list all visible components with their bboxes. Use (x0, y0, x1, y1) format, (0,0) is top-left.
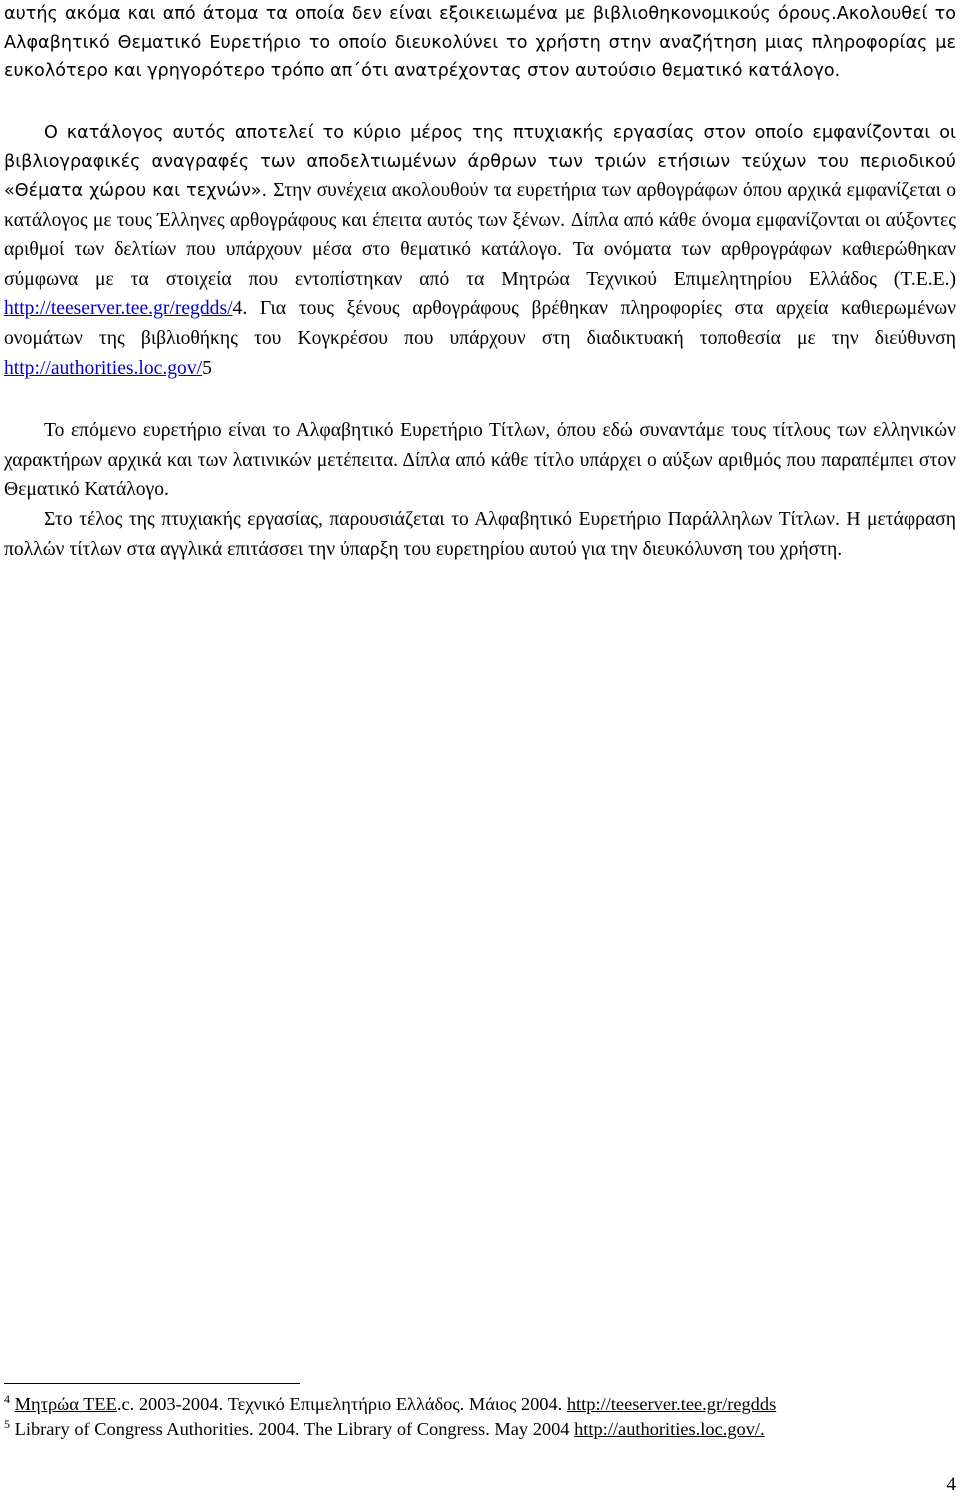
loc-authorities-link[interactable]: http://authorities.loc.gov/ (4, 357, 203, 379)
title-index-sentence-1: Το επόμενο ευρετήριο είναι το Αλφαβητικό Ευρετήριο Τίτλων, όπου εδώ συναντάμε τους τίτλους των ελληνικών χαρακτήρων αρχικά και των λατινικών μετέπειτα. (4, 420, 956, 471)
catalog-sentence-3: Δίπλα από κάθε όνομα εμφανίζονται οι αύξοντες αριθμοί των δελτίων που υπάρχουν μέσα στο θεματικό κατάλογο. (4, 209, 956, 261)
parallel-index-sentence-1: Στο τέλος της πτυχιακής εργασίας, παρουσιάζεται το Αλφαβητικό Ευρετήριο Παράλληλων Τίτλων. (44, 509, 840, 530)
tee-registry-link[interactable]: http://teeserver.tee.gr/regdds/ (4, 298, 233, 320)
footnote-text: .c. 2003-2004. Τεχνικό Επιμελητήριο Ελλάδος. Μάιος 2004. (116, 1394, 563, 1414)
footnote-number: 4 (4, 1391, 10, 1406)
parallel-index-sentence-2: Η μετάφραση πολλών τίτλων στα αγγλικά επιτάσσει την ύπαρξη του ευρετηρίου αυτού για την διευκόλυνση του χρήστη. (4, 509, 956, 560)
footnote-5 (4, 1417, 956, 1441)
title-index-sentence-2: Δίπλα από κάθε τίτλο υπάρχει ο αύξων αριθμός που παραπέμπει στον Θεματικό Κατάλογο. (4, 449, 956, 501)
footnote-separator (4, 1383, 300, 1384)
catalog-sentence-5: . Για τους ξένους αρθογράφους βρέθηκαν πληροφορίες στα αρχεία καθιερωμένων ονομάτων της βιβλιοθήκης του Κογκρέσου που υπάρχουν στη διαδικτυακή τοποθεσία με την διεύθυνση (4, 298, 956, 349)
footnote-ref-5: 5 (202, 357, 212, 379)
catalog-sentence-1: Ο κατάλογος αυτός αποτελεί το κύριο μέρος της πτυχιακής εργασίας στον οποίο εμφανίζονται οι βιβλιογραφικές αναγραφές των αποδελτιωμένων άρθρων των τριών ετήσιων τεύχων του περιοδικού «Θέματα χώρου και τεχνών». (4, 123, 956, 201)
title-index-paragraph (4, 416, 956, 505)
parallel-index-paragraph (4, 505, 956, 564)
catalog-sentence-2: Στην συνέχεια ακολουθούν τα ευρετήρια των αρθογράφων όπου αρχικά εμφανίζεται ο κατάλογος με τους Έλληνες αρθογράφους και έπειτα αυτός των ξένων. (4, 180, 957, 231)
catalog-sentence-4: Τα ονόματα των αρθρογράφων καθιερώθηκαν σύμφωνα με τα στοιχεία που εντοπίστηκαν από τα Μητρώα Τεχνικού Επιμελητηρίου Ελλάδος (Τ.Ε.Ε.) (4, 239, 956, 290)
footnote-url[interactable]: http://authorities.loc.gov/. (574, 1419, 765, 1439)
footnote-text: Library of Congress Authorities. 2004. The Library of Congress. May 2004 (14, 1419, 570, 1439)
footnote-title: Μητρώα ΤΕΕ (14, 1394, 117, 1414)
catalog-paragraph (4, 119, 956, 383)
footnote-4 (4, 1392, 956, 1416)
intro-paragraph (4, 0, 956, 86)
footnote-url[interactable]: http://teeserver.tee.gr/regdds (566, 1394, 777, 1414)
page-number: 4 (946, 1474, 956, 1495)
footnote-number: 5 (4, 1416, 10, 1431)
intro-text: αυτής ακόμα και από άτομα τα οποία δεν είναι εξοικειωμένα με βιβλιοθηκονομικούς όρους.Ακολουθεί το Αλφαβητικό Θεματικό Ευρετήριο το οποίο διευκολύνει το χρήστη στην αναζήτηση μιας πληροφορίας με ευκολότερο και γρηγορότερο τρόπο απ΄ότι ανατρέχοντας στον αυτούσιο θεματικό κατάλογο. (4, 4, 956, 81)
footnote-ref-4: 4 (232, 298, 243, 320)
